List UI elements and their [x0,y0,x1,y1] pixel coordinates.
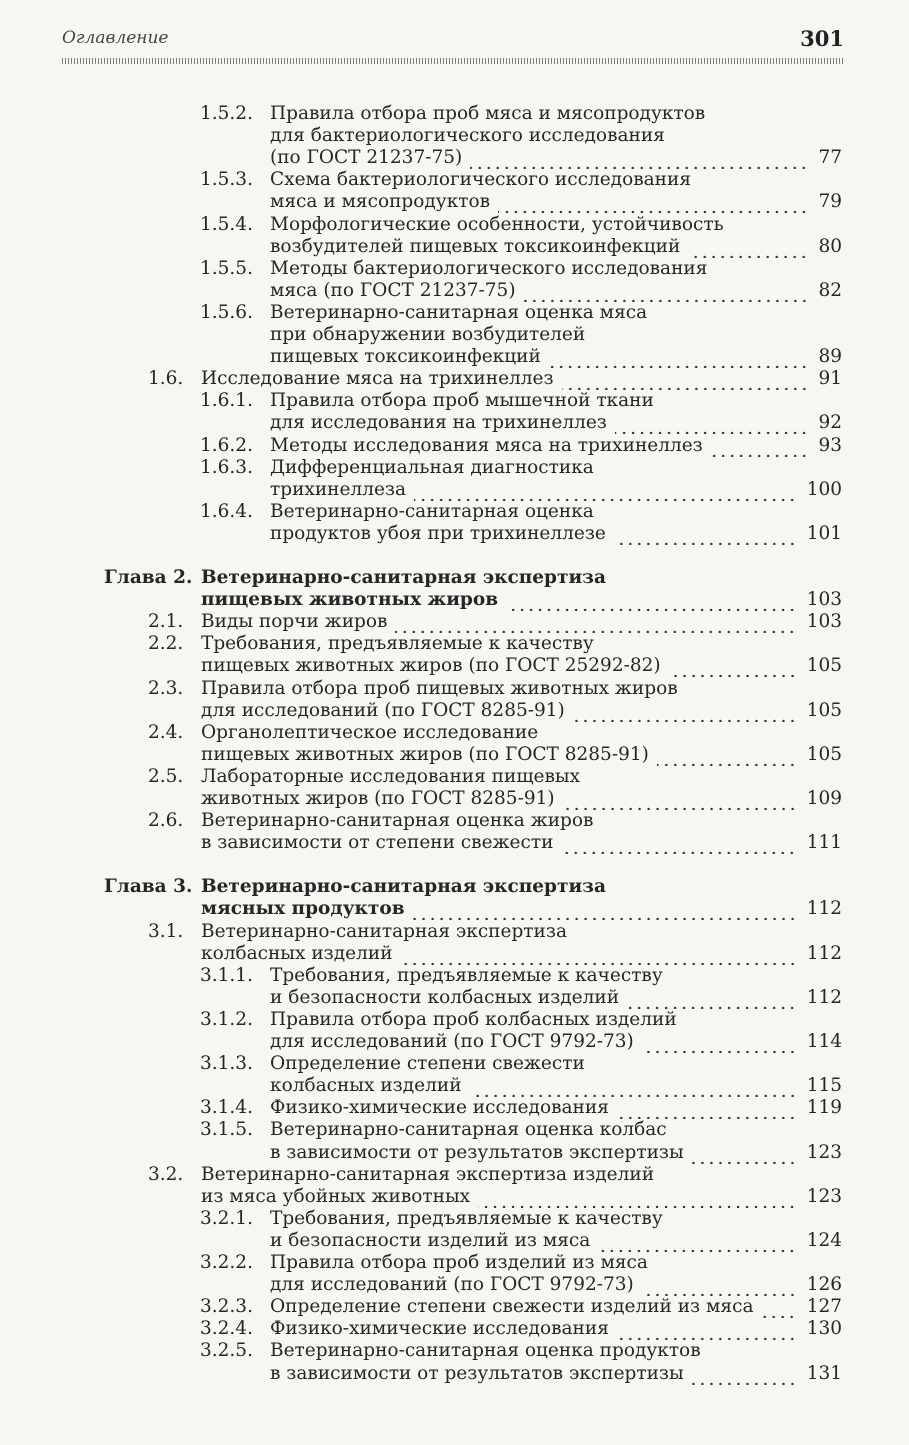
toc-leader-dots [470,147,808,169]
toc-line [0,1119,842,1141]
toc-page-number: 112 [806,898,842,920]
toc-leader-dots [627,987,797,1009]
toc-entry-title: Правила отбора проб мяса и мясопродуктов [270,103,706,124]
toc-line [0,1164,842,1186]
toc-entry-number: 1.5.4. [200,213,253,235]
toc-entry-number: 2.2. [148,633,184,655]
toc-leader-dots [688,236,808,258]
toc-leader-dots [761,1296,796,1318]
toc-leader-dots [470,1075,797,1097]
toc-entry-number: 3.2.5. [200,1340,253,1362]
toc-entry-title: мяса (по ГОСТ 21237-75) [270,279,516,301]
toc-page-number: 112 [806,986,842,1008]
toc-entry-number: 3.1. [148,920,184,942]
toc-page-number: 82 [818,279,842,301]
toc-entry-number: 2.5. [148,765,184,787]
toc-leader-dots [617,1318,797,1340]
toc-line [0,921,842,943]
toc-line [0,722,842,744]
toc-entry-title: (по ГОСТ 21237-75) [270,147,463,169]
toc-entry-number: 3.1.2. [200,1008,253,1030]
toc-line [0,1009,842,1031]
toc-entry-title: колбасных изделий [201,942,393,964]
toc-line [0,876,842,898]
toc-line [0,1296,842,1318]
toc-leader-dots [598,1230,796,1252]
toc-entry-title: Ветеринарно-санитарная экспертиза [201,876,606,898]
toc-entry-number: 2.1. [148,611,184,633]
toc-page-number: 91 [818,368,842,390]
toc-leader-dots [562,368,809,390]
toc-entry-title: Органолептическое исследование [201,721,539,743]
toc-leader-dots [573,700,797,722]
toc-line [0,258,842,280]
toc-line [0,1318,842,1340]
toc-entry-title: Ветеринарно-санитарная оценка колбас [270,1119,667,1141]
toc-entry-number: 3.2. [148,1163,184,1185]
toc-entry-title: Схема бактериологического исследования [270,169,691,191]
toc-page-number: 100 [806,478,842,500]
toc-page-number: 124 [806,1229,842,1251]
toc-page-number: 80 [818,235,842,257]
toc-line [0,1274,842,1296]
toc-entry-title: и безопасности изделий из мяса [270,1229,591,1251]
toc-line [0,678,842,700]
toc-entry-title: Морфологические особенности, устойчивость [270,213,724,235]
toc-line [0,1252,842,1274]
toc-entry-number: 1.5.2. [200,103,253,124]
toc-entry-title: Определение степени свежести изделий из мяса [270,1296,754,1318]
toc-entry-title: Определение степени свежести [270,1053,585,1075]
header-rule [62,58,844,64]
toc-entry-title: Методы бактериологического исследования [270,257,708,279]
toc-page-number: 126 [806,1274,842,1296]
toc-page-number: 79 [818,191,842,213]
toc-entry-number: 1.6.1. [200,390,253,412]
toc-leader-dots [549,346,809,368]
toc-page-number: 111 [806,832,842,854]
toc-entry-title: Ветеринарно-санитарная экспертиза изделий [201,1163,655,1185]
toc-leader-dots [498,191,808,213]
toc-entry-title: Исследование мяса на трихинеллез [201,368,554,390]
toc-line [0,435,842,457]
toc-entry-title: в зависимости от результатов экспертизы [270,1141,684,1163]
toc-line [0,589,842,611]
toc-entry-number: 1.6.2. [200,434,253,456]
toc-line [0,832,842,854]
toc-entry-title: Ветеринарно-санитарная оценка мяса [270,301,648,323]
toc-leader-dots [614,523,797,545]
toc-leader-dots [692,1142,797,1164]
toc-page-number: 127 [806,1296,842,1318]
toc-entry-number: 3.2.4. [200,1318,253,1340]
toc-line [0,965,842,987]
toc-line [0,1142,842,1164]
toc-line [0,169,842,191]
toc-line [0,567,842,589]
toc-line [0,788,842,810]
toc-line [0,655,842,677]
toc-entry-title: мяса и мясопродуктов [270,191,491,213]
toc-leader-dots [669,655,797,677]
toc-page-number: 112 [806,942,842,964]
toc-page-number: 114 [806,1031,842,1052]
toc-page-number: 115 [806,1075,842,1097]
toc-leader-dots [414,479,797,501]
toc-page-number: 92 [818,412,842,434]
toc-entry-title: Физико-химические исследования [270,1318,609,1340]
toc-entry-title: для бактериологического исследования [270,125,665,147]
toc-line [0,324,842,346]
toc-leader-dots [561,832,796,854]
toc-entry-title: Дифференциальная диагностика [270,456,594,478]
toc-line [0,147,842,169]
toc-entry-title: пищевых животных жиров [201,589,499,611]
toc-entry-number: Глава 3. [104,876,193,898]
toc-entry-title: и безопасности колбасных изделий [270,986,620,1008]
toc-entry-title: из мяса убойных животных [201,1185,471,1207]
toc-line [0,236,842,258]
toc-line [0,302,842,324]
toc-line [0,1053,842,1075]
toc-entry-number: 3.2.2. [200,1252,253,1273]
toc-line [0,191,842,213]
toc-page-number: 105 [806,743,842,765]
toc-line [0,943,842,965]
toc-entry-title: Правила отбора проб колбасных изделий [270,1008,677,1030]
toc-entry-title: Требования, предъявляемые к качеству [270,1207,663,1229]
toc-page-number: 109 [806,788,842,809]
toc-entry-number: 3.2.1. [200,1207,253,1229]
toc-line [0,1230,842,1252]
toc-line [0,125,842,147]
toc-line [0,214,842,236]
toc-line [0,457,842,479]
toc-page-number: 103 [806,589,842,611]
toc-entry-number: 1.6.4. [200,500,253,522]
toc-leader-dots [711,435,809,457]
toc-entry-title: в зависимости от степени свежести [201,832,554,854]
toc-entry-title: Ветеринарно-санитарная экспертиза [201,567,606,588]
toc-page-number: 123 [806,1141,842,1163]
toc-leader-dots [615,412,809,434]
toc-entry-title: Требования, предъявляемые к качеству [201,633,594,655]
toc-entry-number: 2.4. [148,721,184,743]
toc-entry-title: продуктов убоя при трихинеллезе [270,522,606,544]
toc-line [0,611,842,633]
toc-line [0,280,842,302]
toc-page-number: 105 [806,655,842,677]
toc-entry-number: Глава 2. [104,567,193,588]
toc-entry-title: для исследований (по ГОСТ 9792-73) [270,1274,634,1296]
toc-leader-dots [657,744,797,766]
toc-entry-title: пищевых животных жиров (по ГОСТ 25292-82) [201,655,661,677]
toc-entry-title: Физико-химические исследования [270,1097,609,1119]
toc-entry-title: Методы исследования мяса на трихинеллез [270,434,703,456]
toc-line [0,766,842,788]
toc-entry-number: 3.2.3. [200,1296,253,1318]
toc-entry-number: 1.5.6. [200,301,253,323]
toc-entry-number: 3.1.3. [200,1053,253,1075]
toc-entry-title: для исследований (по ГОСТ 9792-73) [270,1031,634,1052]
toc-page-number: 101 [806,522,842,544]
toc-leader-dots [401,943,797,965]
toc-entry-number: 3.1.4. [200,1097,253,1119]
toc-line [0,501,842,523]
toc-line [0,1363,842,1385]
toc-page-number: 131 [806,1362,842,1384]
toc-line [0,103,842,125]
toc-line [0,810,842,832]
toc-entry-title: Ветеринарно-санитарная оценка продуктов [270,1340,701,1362]
toc-page-number: 103 [806,611,842,633]
toc-leader-dots [692,1363,797,1385]
toc-line [0,479,842,501]
toc-leader-dots [563,788,797,810]
toc-leader-dots [395,611,796,633]
toc-entry-number: 1.6. [148,368,184,390]
toc-entry-title: Правила отбора проб пищевых животных жиров [201,677,678,699]
toc-page-number: 77 [818,147,842,169]
toc-entry-number: 1.6.3. [200,456,253,478]
toc-entry-title: Правила отбора проб изделий из мяса [270,1252,648,1273]
toc-line [0,1075,842,1097]
toc-entry-number: 1.5.5. [200,257,253,279]
page-number: 301 [800,26,844,51]
toc-line [0,1031,842,1053]
toc-page-number: 119 [806,1097,842,1119]
toc-page-number: 89 [818,346,842,368]
toc-line [0,744,842,766]
toc-leader-dots [642,1031,797,1053]
toc-page-number: 105 [806,699,842,721]
toc-line [0,523,842,545]
toc-entry-title: колбасных изделий [270,1075,462,1097]
toc-line [0,987,842,1009]
toc-entry-title: мясных продуктов [201,898,405,920]
toc-line [0,368,842,390]
toc-entry-number: 2.3. [148,677,184,699]
toc-entry-title: Ветеринарно-санитарная экспертиза [201,920,567,942]
toc-entry-title: Виды порчи жиров [201,611,388,633]
toc-leader-dots [506,589,797,611]
toc-entry-title: Требования, предъявляемые к качеству [270,964,663,986]
toc-line [0,1340,842,1362]
toc-line [0,1208,842,1230]
section-title: Оглавление [62,28,169,48]
toc-page-number: 93 [818,434,842,456]
toc-leader-dots [478,1186,797,1208]
toc-entry-title: для исследований (по ГОСТ 8285-91) [201,699,565,721]
toc-line [0,1186,842,1208]
toc-entry-number: 3.1.5. [200,1119,253,1141]
toc-entry-title: животных жиров (по ГОСТ 8285-91) [201,788,555,809]
toc-line [0,390,842,412]
toc-entry-title: Ветеринарно-санитарная оценка жиров [201,810,594,832]
toc-entry-title: в зависимости от результатов экспертизы [270,1362,684,1384]
toc-leader-dots [617,1097,797,1119]
toc-page-number: 123 [806,1185,842,1207]
toc-entry-title: возбудителей пищевых токсикоинфекций [270,235,681,257]
toc-line [0,700,842,722]
toc-leader-dots [413,898,797,920]
toc-leader-dots [524,280,809,302]
toc-line [0,346,842,368]
toc-entry-title: Правила отбора проб мышечной ткани [270,390,654,412]
toc-line [0,412,842,434]
toc-line [0,898,842,920]
toc-entry-number: 1.5.3. [200,169,253,191]
toc-entry-number: 2.6. [148,810,184,832]
toc-entry-title: пищевых животных жиров (по ГОСТ 8285-91) [201,743,649,765]
toc-entry-title: для исследования на трихинеллез [270,412,607,434]
toc-entry-title: трихинеллеза [270,478,407,500]
toc-leader-dots [642,1274,797,1296]
toc-line [0,633,842,655]
toc-line [0,1097,842,1119]
toc-entry-title: пищевых токсикоинфекций [270,346,541,368]
toc-page-number: 130 [806,1318,842,1340]
running-header [62,26,844,66]
toc-entry-title: Лабораторные исследования пищевых [201,765,581,787]
toc-entry-title: при обнаружении возбудителей [270,324,586,345]
toc-entry-number: 3.1.1. [200,964,253,986]
toc-entry-title: Ветеринарно-санитарная оценка [270,500,594,522]
